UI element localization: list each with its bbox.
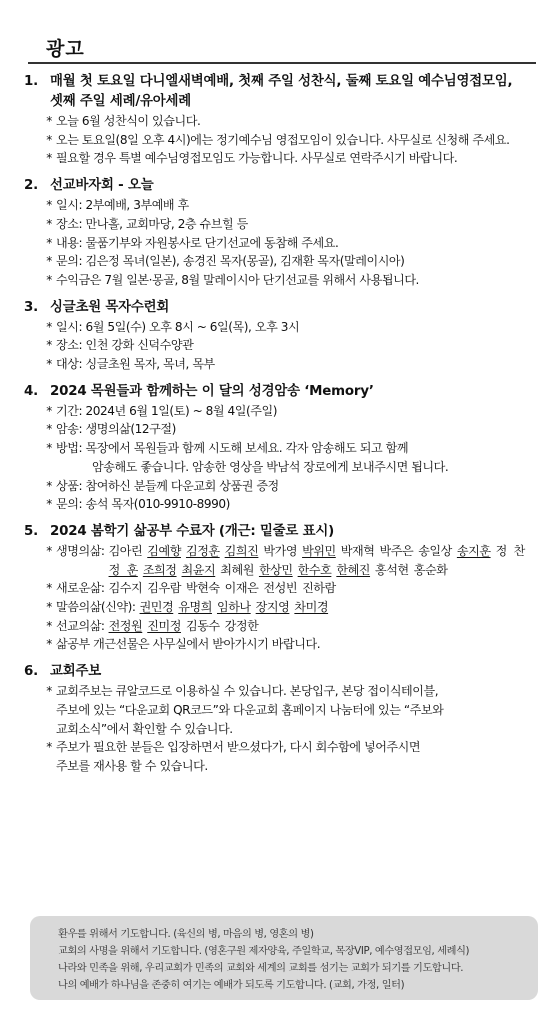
name-list: [109, 542, 536, 579]
list-item: [42, 355, 536, 374]
bullet-mark: *: [46, 637, 52, 652]
graduates-mission: [42, 617, 536, 636]
bullet-mark: *: [46, 151, 52, 166]
list-item: [42, 439, 536, 476]
graduate-name: 차미경: [294, 600, 329, 615]
item-text: [56, 131, 536, 150]
graduate-name: 박위민: [302, 543, 336, 558]
name-list: [109, 579, 341, 598]
section-title: [24, 522, 536, 542]
prayer-box: [30, 916, 538, 1000]
section-number: 2.: [24, 178, 39, 194]
list-item: [42, 131, 536, 150]
section-2: [24, 176, 536, 290]
list-item: [42, 252, 536, 271]
bullet-mark: *: [46, 114, 52, 128]
item-list: [42, 402, 536, 514]
bullet-mark: *: [46, 600, 52, 615]
list-item: [42, 635, 536, 654]
bullet-mark: *: [46, 543, 52, 558]
section-number: 3.: [24, 299, 39, 315]
graduate-name: 권민경: [139, 600, 174, 615]
graduates-new-life: [42, 579, 536, 598]
item-text: [56, 617, 536, 636]
section-title-text: [50, 72, 536, 112]
graduate-name: 박주은: [379, 543, 414, 558]
item-line: 암송해도 좋습니다. 암송한 영상을 박남석 장로에게 보내주시면 됩니다.: [92, 459, 449, 474]
title-line: 선교바자회 - 오늘: [50, 178, 154, 194]
section-number: 4.: [24, 383, 39, 399]
course-label: 생명의삶:: [56, 543, 105, 558]
graduates-word: [42, 598, 536, 617]
item-line: 상품: 참여하신 분들께 다운교회 상품권 증정: [56, 478, 279, 493]
item-text: [56, 402, 536, 421]
section-number: 6.: [24, 664, 39, 680]
list-item: [42, 271, 536, 290]
item-text: [56, 598, 536, 617]
list-item: [42, 336, 536, 355]
graduate-name: 정 찬: [495, 543, 525, 558]
graduate-name: 홍순화: [413, 562, 448, 577]
graduate-name: 정 훈: [108, 562, 138, 577]
graduate-name: 한상민: [258, 562, 293, 577]
graduate-name: 유명희: [178, 600, 212, 615]
bullet-mark: *: [46, 132, 52, 147]
graduate-name: 조희정: [142, 562, 177, 577]
item-text: [56, 252, 536, 271]
section-title-text: [50, 176, 536, 196]
item-list: [42, 682, 536, 776]
item-line: 대상: 싱글초원 목자, 목녀, 목부: [56, 357, 215, 372]
item-line: 주보를 재사용 할 수 있습니다.: [56, 758, 208, 773]
graduate-name: 최혜원: [220, 562, 254, 577]
section-1: [24, 72, 536, 168]
name-list: [109, 617, 264, 636]
list-item: [42, 112, 536, 131]
graduate-name: 홍석현: [375, 562, 409, 577]
title-divider: [28, 62, 536, 64]
item-text: [56, 112, 536, 131]
bullet-mark: *: [46, 319, 52, 334]
section-6: [24, 662, 536, 776]
item-text: [56, 336, 536, 355]
section-title-text: 교회주보: [50, 664, 101, 680]
graduate-name: 김예향: [147, 543, 181, 558]
item-text: [56, 477, 536, 496]
item-text: [56, 271, 536, 290]
item-line: 오는 토요일(8일 오후 4시)에는 정기예수님 영접모임이 있습니다. 사무실로 신청해 주세요.: [56, 132, 510, 147]
prayer-line: 나라와 민족을 위해, 우리교회가 민족의 교회와 세계의 교회를 섬기는 교회가 되기를 기도합니다.: [58, 963, 464, 974]
bullet-mark: *: [46, 581, 52, 596]
prayer-line: 환우를 위해서 기도합니다. (육신의 병, 마음의 병, 영혼의 병): [58, 929, 314, 940]
graduate-name: 김정훈: [185, 543, 220, 558]
item-text: [56, 542, 536, 579]
bullet-mark: *: [46, 254, 52, 269]
section-title: [24, 72, 536, 112]
item-line: 장소: 인천 강화 신덕수양관: [56, 338, 194, 353]
course-label: 새로운삶:: [56, 581, 105, 596]
graduate-name: 한수호: [297, 562, 332, 577]
bullet-mark: *: [46, 235, 52, 250]
list-item: [42, 477, 536, 496]
item-text: [56, 495, 536, 514]
item-text: [56, 579, 536, 598]
section-title: [24, 176, 536, 196]
item-line: 주보에 있는 “다운교회 QR코드”와 다운교회 홈페이지 나눔터에 있는 “주보와: [56, 702, 444, 717]
title-line: 셋째 주일 세례/유아세례: [50, 94, 191, 109]
item-line: 교회소식”에서 확인할 수 있습니다.: [56, 721, 233, 736]
title-line: 매월 첫 토요일 다니엘새벽예배, 첫째 주일 성찬식, 둘째 토요일 예수님영접모임,: [50, 74, 513, 89]
graduate-name: 한혜진: [336, 562, 371, 577]
list-item: [42, 420, 536, 439]
list-item: [42, 682, 536, 738]
graduate-name: 박현숙: [185, 581, 220, 596]
graduate-name: 장지영: [255, 600, 290, 615]
item-text: [56, 234, 536, 253]
item-text: [56, 738, 536, 775]
item-line: 문의: 김은정 목녀(일본), 송경진 목자(몽골), 김재환 목자(말레이시아): [56, 254, 405, 269]
bullet-mark: *: [46, 272, 52, 287]
list-item: [42, 738, 536, 775]
graduate-name: 진하람: [302, 581, 336, 596]
item-line: 암송: 생명의삶(12구절): [56, 422, 176, 437]
graduate-name: 강정한: [224, 618, 259, 633]
item-text: [56, 318, 536, 337]
section-title: [24, 662, 536, 682]
graduate-name: 김우람: [147, 581, 181, 596]
item-text: [56, 355, 536, 374]
graduate-name: 박재혁: [340, 543, 375, 558]
list-item: [42, 215, 536, 234]
section-number: 1.: [24, 74, 39, 89]
title-line: 2024 목원들과 함께하는 이 달의 성경암송 ‘Memory’: [50, 383, 374, 399]
item-text: [56, 439, 536, 476]
course-label: 선교의삶:: [56, 618, 105, 633]
graduates-life: [42, 542, 536, 579]
item-line: 필요할 경우 특별 예수님영접모임도 가능합니다. 사무실로 연락주시기 바랍니다.: [56, 151, 458, 166]
item-text: [56, 420, 536, 439]
item-line: 주보가 필요한 분들은 입장하면서 받으셨다가, 다시 회수함에 넣어주시면: [56, 740, 421, 755]
section-5: [24, 522, 536, 654]
item-line: 문의: 송석 목자(010-9910-8990): [56, 497, 230, 512]
graduate-name: 김수지: [108, 581, 143, 596]
item-list: [42, 112, 536, 168]
graduate-name: 김동수: [185, 618, 220, 633]
graduate-name: 이재은: [224, 581, 259, 596]
title-line: 싱글초원 목자수련회: [50, 299, 170, 315]
prayer-line: 나의 예배가 하나님을 존중히 여기는 예배가 되도록 기도합니다. (교회, 가정, 일터): [58, 980, 405, 991]
graduate-name: 김아린: [108, 543, 143, 558]
section-title-text: [50, 298, 536, 318]
section-title-text: [50, 382, 536, 402]
page-title: 광고: [46, 38, 85, 60]
list-item: [42, 149, 536, 168]
bullet-mark: *: [46, 338, 52, 353]
list-item: [42, 234, 536, 253]
item-line: 기간: 2024년 6월 1일(토) ~ 8월 4일(주일): [56, 403, 278, 418]
bullet-mark: *: [46, 422, 52, 437]
bullet-mark: *: [46, 216, 52, 231]
section-title: [24, 382, 536, 402]
bullet-mark: *: [46, 357, 52, 372]
graduate-name: 김희진: [224, 543, 259, 558]
bullet-mark: *: [46, 684, 52, 699]
graduate-name: 송일상: [418, 543, 452, 558]
bullet-mark: *: [46, 478, 52, 493]
list-item: [42, 495, 536, 514]
item-text: [56, 196, 536, 215]
bullet-mark: *: [46, 403, 52, 418]
item-list: [42, 318, 536, 374]
section-3: [24, 298, 536, 374]
list-item: [42, 318, 536, 337]
section-title: [24, 298, 536, 318]
item-text: [56, 682, 536, 738]
bullet-mark: *: [46, 441, 52, 456]
graduate-name: 전성빈: [263, 581, 298, 596]
item-list: [42, 542, 536, 654]
item-line: 일시: 2부예배, 3부예배 후: [56, 198, 189, 213]
item-line: 교회주보는 큐알코드로 이용하실 수 있습니다. 본당입구, 본당 접이식테이블,: [56, 684, 439, 699]
bullet-mark: *: [46, 618, 52, 633]
section-number: 5.: [24, 523, 39, 539]
item-list: [42, 196, 536, 290]
bullet-mark: *: [46, 740, 52, 755]
item-text: 삶공부 개근선물은 사무실에서 받아가시기 바랍니다.: [56, 637, 321, 652]
graduate-name: 송지훈: [456, 543, 491, 558]
list-item: [42, 196, 536, 215]
item-line: 방법: 목장에서 목원들과 함께 시도해 보세요. 각자 암송해도 되고 함께: [56, 441, 409, 456]
item-line: 일시: 6월 5일(수) 오후 8시 ~ 6일(목), 오후 3시: [56, 319, 300, 334]
item-text: [56, 149, 536, 168]
graduate-name: 최윤지: [181, 562, 216, 577]
bullet-mark: *: [46, 497, 52, 512]
graduate-name: 전정원: [108, 618, 143, 633]
announcement-list: [24, 72, 536, 784]
item-line: 장소: 만나홀, 교회마당, 2층 슈브힐 등: [56, 216, 248, 231]
graduate-name: 박가영: [263, 543, 298, 558]
bullet-mark: *: [46, 198, 52, 213]
item-line: 내용: 물품기부와 자원봉사로 단기선교에 동참해 주세요.: [56, 235, 339, 250]
section-title-text: 2024 봄학기 삶공부 수료자 (개근: 밑줄로 표시): [50, 523, 334, 539]
prayer-line: 교회의 사명을 위해서 기도합니다. (영혼구원 제자양육, 주일학교, 목장VIP, 예수영접모임, 세례식): [58, 946, 470, 957]
item-line: 수익금은 7월 일본·몽골, 8월 말레이시아 단기선교를 위해서 사용됩니다.: [56, 272, 419, 287]
section-4: [24, 382, 536, 514]
graduate-name: 임하나: [216, 600, 251, 615]
item-line: 오늘 6월 성찬식이 있습니다.: [56, 114, 201, 128]
graduate-name: 진미정: [147, 618, 181, 633]
item-text: [56, 215, 536, 234]
name-list: [140, 598, 334, 617]
course-label: 말씀의삶(신약):: [56, 600, 136, 615]
list-item: [42, 402, 536, 421]
